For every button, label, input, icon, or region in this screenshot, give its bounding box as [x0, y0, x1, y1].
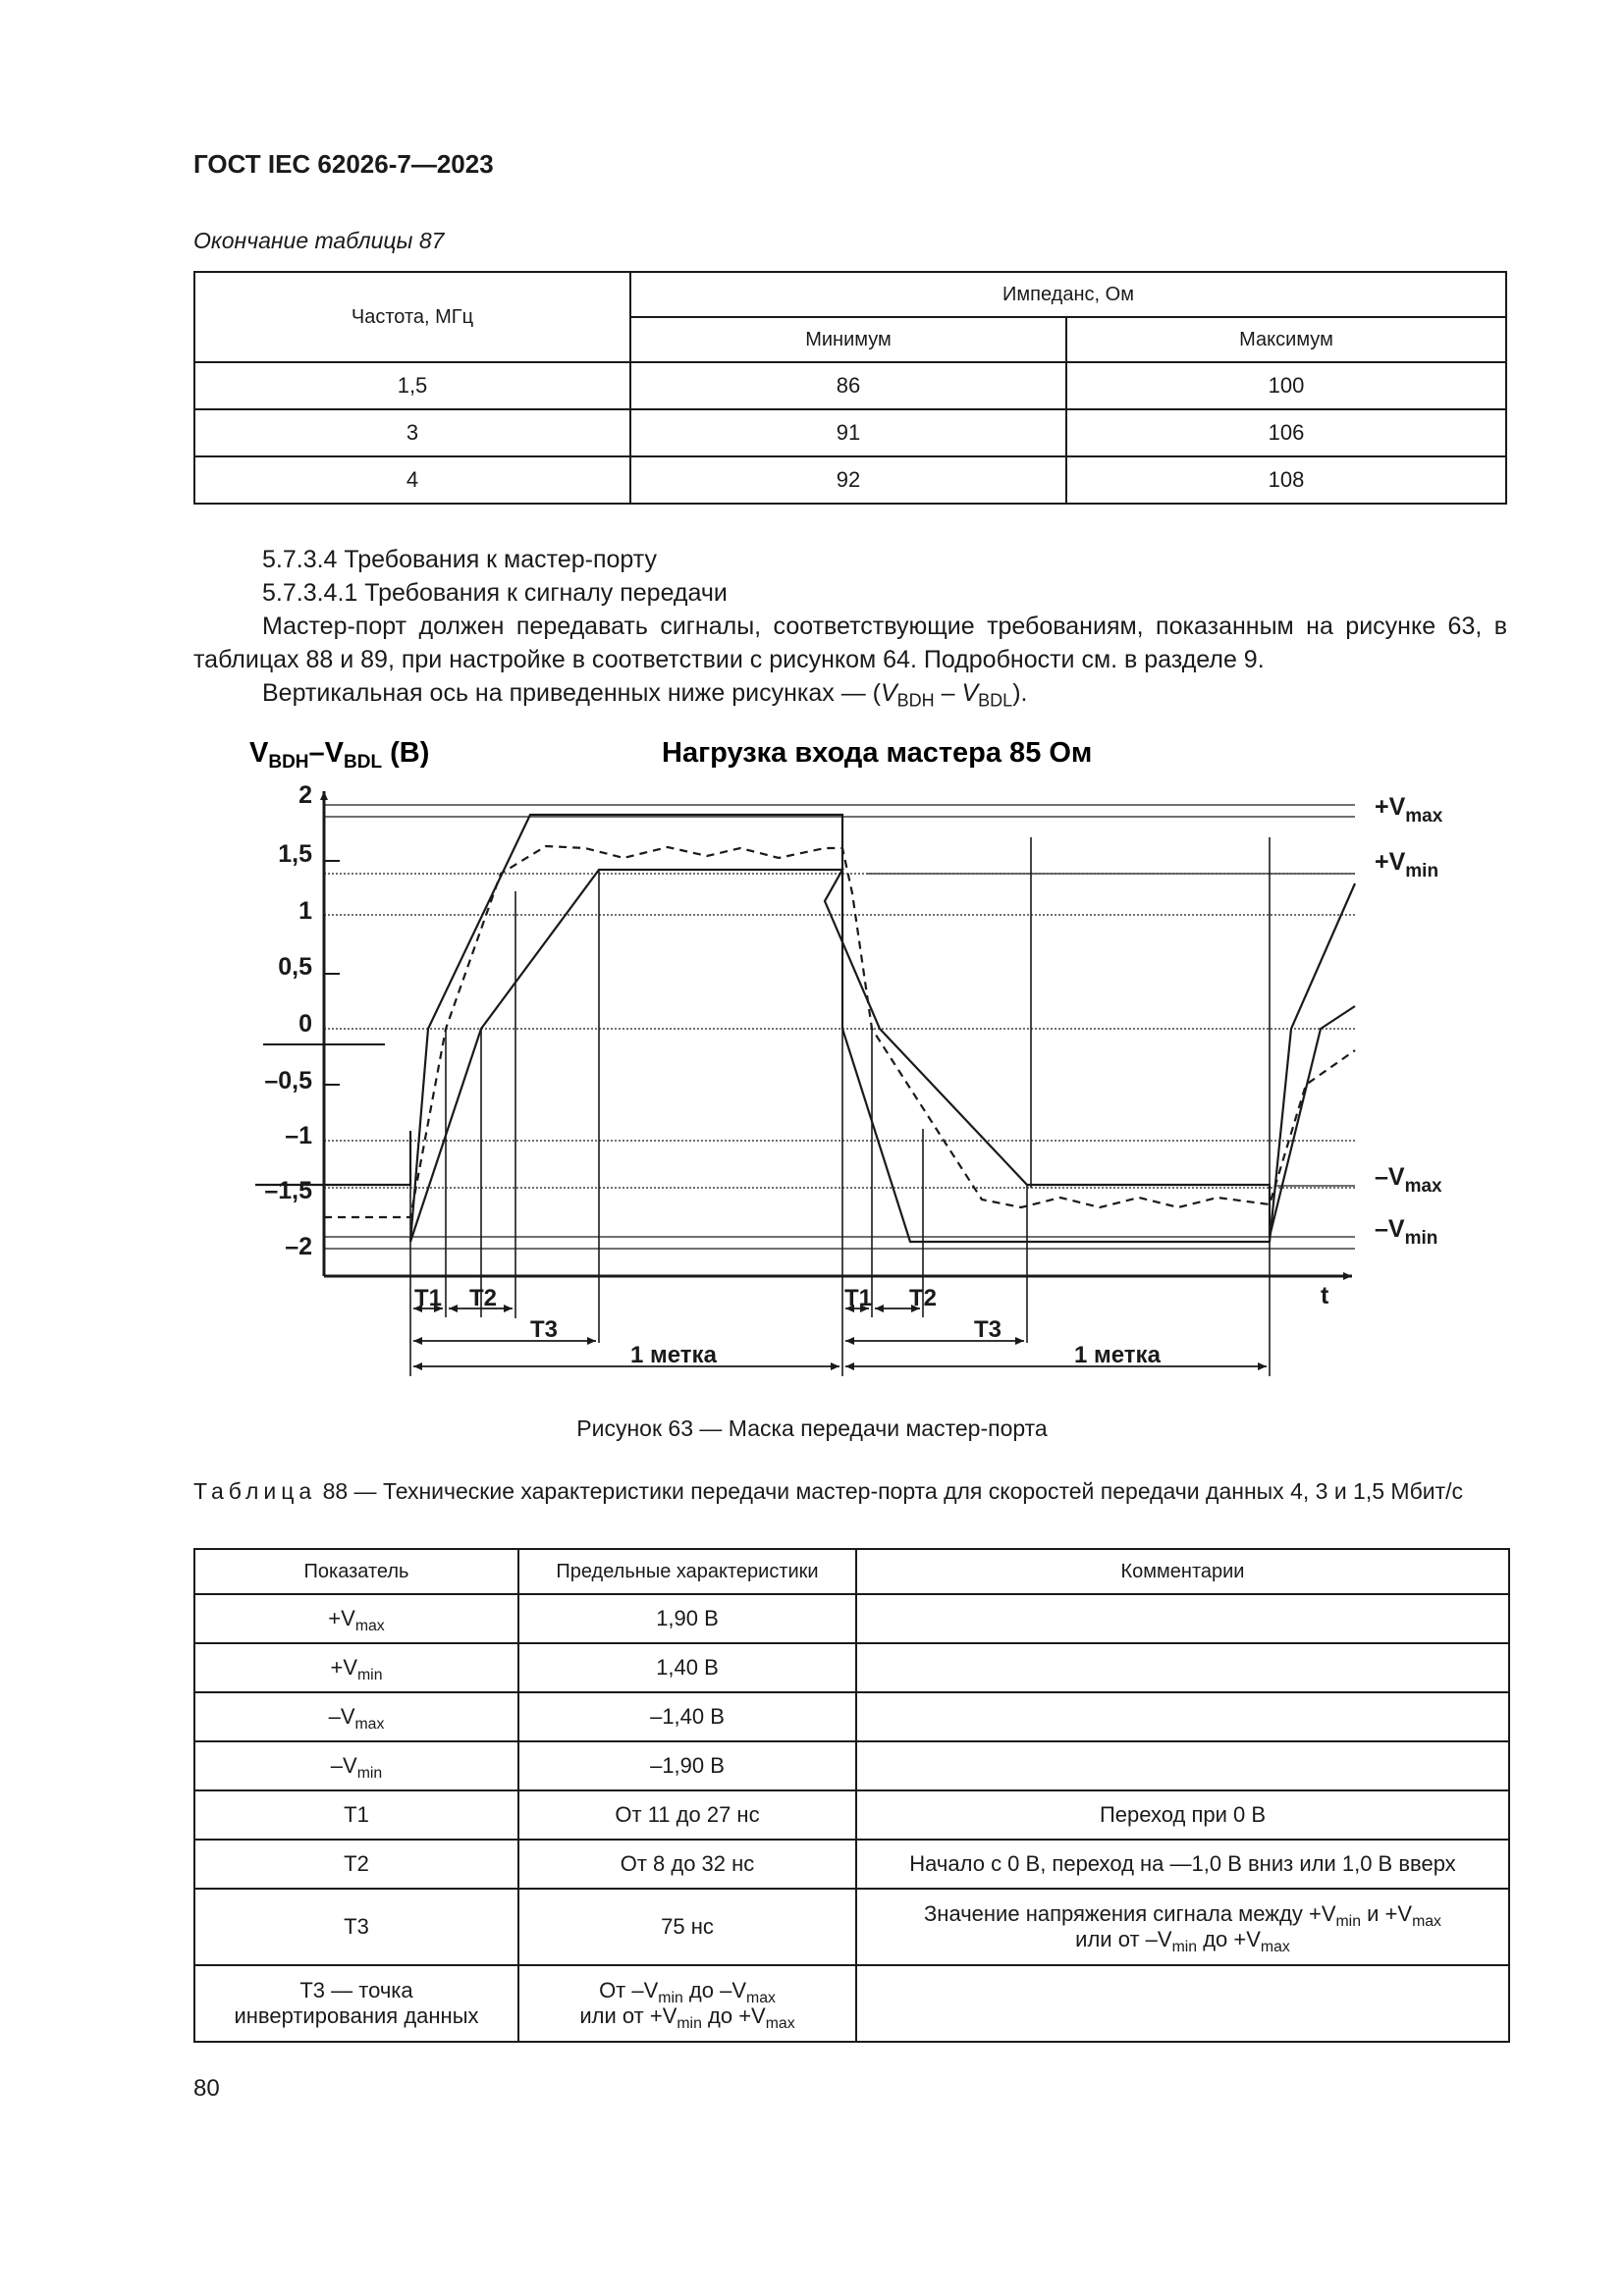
t3-label: T3 [530, 1316, 559, 1343]
table-row [194, 1790, 1509, 1840]
col-parameter: Показатель [194, 1549, 518, 1594]
cell-comment [856, 1692, 1509, 1741]
vmin-plus-label: $+V_{min}$ [1375, 848, 1439, 881]
cell-comment [856, 1965, 1509, 2042]
cell-comment [856, 1741, 1509, 1790]
cell-parameter: $-V_{max}$ [194, 1692, 518, 1741]
table-row [194, 362, 1506, 409]
body-paragraph: Мастер-порт должен передавать сигналы, соответствующие требованиям, показанным на рисунке 63, в таблицах 88 и 89, при настройке в соответствии с рисунком 64. Подробности см. в разделе 9. [193, 613, 1507, 673]
t1-label: T1 [844, 1285, 873, 1311]
cell-parameter: T1 [194, 1790, 518, 1840]
typical-signal [324, 846, 1355, 1217]
axis-note-v2: V [961, 679, 979, 707]
cell-min: 91 [630, 409, 1066, 456]
vmin-minus-label: $-V_{min}$ [1375, 1215, 1438, 1249]
cell-max: 106 [1066, 409, 1506, 456]
y-tick-labels [264, 781, 312, 1260]
cell-frequency: 3 [194, 409, 630, 456]
cell-limit: 1,90 В [518, 1594, 856, 1643]
cell-min: 92 [630, 456, 1066, 504]
y-axis-title: $V_{BDH}-V_{BDL}$ (В) [249, 737, 430, 773]
cell-limit: От $-V_{min}$ до $-V_{max}$ или от $+V_{min}$ до $+V_{max}$ [518, 1965, 856, 2042]
cell-limit: –1,40 В [518, 1692, 856, 1741]
axis-note-suffix: ). [1012, 679, 1028, 707]
col-impedance: Импеданс, Ом [630, 272, 1506, 317]
cell-parameter: $+V_{min}$ [194, 1643, 518, 1692]
t2-label: T2 [909, 1285, 938, 1311]
cell-max: 100 [1066, 362, 1506, 409]
col-frequency: Частота, МГц [194, 272, 630, 362]
transmit-mask-figure [236, 726, 1463, 1394]
t3-label: T3 [974, 1316, 1002, 1343]
subsection-heading: 5.7.3.4.1 Требования к сигналу передачи [262, 579, 728, 607]
tick-label: 0,5 [278, 953, 312, 981]
tick-label: 2 [298, 781, 312, 809]
cell-parameter: $+V_{max}$ [194, 1594, 518, 1643]
tick-label: –0,5 [264, 1067, 312, 1095]
y-ticks [324, 861, 340, 1085]
cell-parameter: T2 [194, 1840, 518, 1889]
cell-comment: Значение напряжения сигнала между $+V_{min}$ $и +V_{max}$ или от $-V_{min}$ до $+V_{max}$ [856, 1889, 1509, 1965]
table88-caption-word: Таблица [193, 1478, 317, 1504]
document-header: ГОСТ IEC 62026-7—2023 [193, 149, 494, 179]
impedance-table [193, 271, 1507, 505]
table-row [194, 1840, 1509, 1889]
bit-label: 1 метка [630, 1342, 717, 1368]
table-row [194, 1965, 1509, 2042]
cell-frequency: 4 [194, 456, 630, 504]
grid-lines [324, 805, 1355, 1249]
cell-limit: 1,40 В [518, 1643, 856, 1692]
tick-label: –1 [285, 1122, 312, 1149]
cell-min: 86 [630, 362, 1066, 409]
cell-limit: От 8 до 32 нс [518, 1840, 856, 1889]
cell-limit: 75 нс [518, 1889, 856, 1965]
axis-note-v1: V [880, 679, 897, 707]
tick-label: –2 [285, 1233, 312, 1260]
cell-comment [856, 1594, 1509, 1643]
vmax-minus-label: $-V_{max}$ [1375, 1163, 1442, 1197]
axis-note-bdl: BDL [978, 690, 1013, 711]
cell-limit: От 11 до 27 нс [518, 1790, 856, 1840]
cell-parameter: T3 [194, 1889, 518, 1965]
table-row [194, 1594, 1509, 1643]
table-continuation-label: Окончание таблицы 87 [193, 228, 445, 253]
cell-parameter: $-V_{min}$ [194, 1741, 518, 1790]
tick-label: 1 [298, 897, 312, 925]
table-row [194, 1741, 1509, 1790]
table88-caption [193, 1476, 1507, 1507]
cell-comment: Переход при 0 В [856, 1790, 1509, 1840]
axis-note [262, 676, 1027, 710]
cell-comment: Начало с 0 В, переход на —1,0 В вниз или 1,0 В вверх [856, 1840, 1509, 1889]
timing-guides [410, 815, 1270, 1376]
col-max: Максимум [1066, 317, 1506, 362]
figure-caption: Рисунок 63 — Маска передачи мастер-порта [576, 1415, 1048, 1441]
x-axis-label: t [1321, 1282, 1329, 1309]
table-row [194, 456, 1506, 504]
axis-note-minus: – [934, 679, 962, 707]
table-row [194, 409, 1506, 456]
table-row [194, 1692, 1509, 1741]
cell-frequency: 1,5 [194, 362, 630, 409]
cell-limit: –1,90 В [518, 1741, 856, 1790]
bit-label: 1 метка [1074, 1342, 1161, 1368]
page-number: 80 [193, 2075, 220, 2102]
level-labels [1321, 793, 1443, 1309]
table88-caption-text: 88 — Технические характеристики передачи мастер-порта для скоростей передачи данных 4, 3 и 1,5 Мбит/с [316, 1478, 1464, 1504]
table-row [194, 1889, 1509, 1965]
t2-label: T2 [469, 1285, 498, 1311]
col-comments: Комментарии [856, 1549, 1509, 1594]
vmax-plus-label: $+V_{max}$ [1375, 793, 1443, 827]
axes [263, 791, 1352, 1276]
tick-label: 1,5 [278, 840, 312, 868]
figure-title: Нагрузка входа мастера 85 Ом [662, 737, 1093, 769]
timing-labels [414, 1285, 1162, 1368]
axis-note-prefix: Вертикальная ось на приведенных ниже рисунках — ( [262, 679, 881, 707]
tick-label: –1,5 [264, 1177, 312, 1204]
col-min: Минимум [630, 317, 1066, 362]
table-row [194, 1643, 1509, 1692]
col-limits: Предельные характеристики [518, 1549, 856, 1594]
tick-label: 0 [298, 1010, 312, 1038]
axis-note-bdh: BDH [896, 690, 935, 711]
section-heading: 5.7.3.4 Требования к мастер-порту [262, 546, 657, 573]
t1-label: T1 [414, 1285, 443, 1311]
cell-max: 108 [1066, 456, 1506, 504]
cell-comment [856, 1643, 1509, 1692]
mask-inner [410, 870, 1355, 1242]
cell-parameter: Т3 — точка инвертирования данных [194, 1965, 518, 2042]
transmit-characteristics-table [193, 1548, 1510, 2043]
